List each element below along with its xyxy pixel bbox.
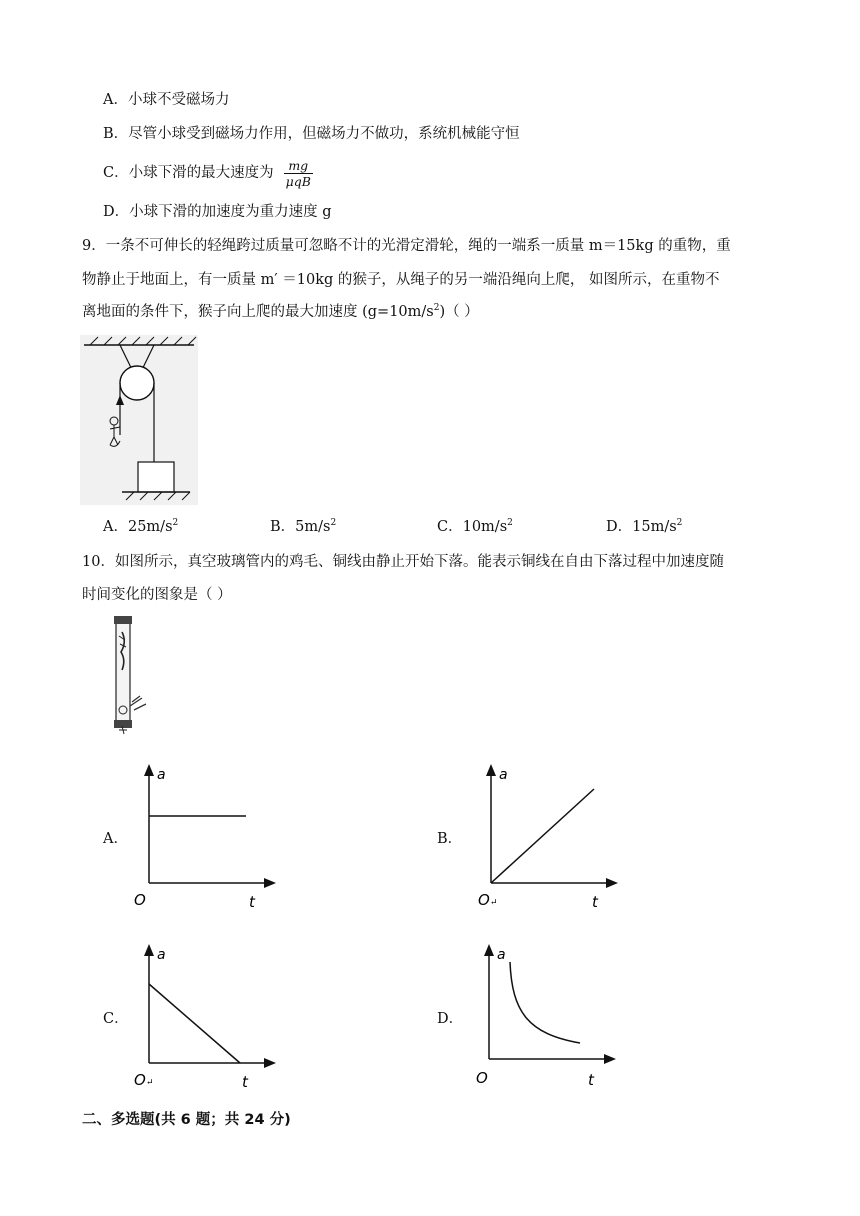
q8-option-c — [103, 156, 313, 190]
option-label: B． — [103, 126, 129, 142]
fraction-denominator: μqB — [285, 173, 311, 189]
q10-stem-line1: 10．如图所示，真空玻璃管内的鸡毛、铜线由静止开始下落。能表示铜线在自由下落过程中加速度随 — [82, 554, 724, 570]
section-title: 二、多选题(共 6 题；共 24 分) — [82, 1112, 291, 1128]
q8-option-d — [103, 202, 332, 222]
option-value: 25m/s — [127, 519, 173, 535]
option-text: 小球下滑的最大速度为 — [128, 165, 274, 181]
return-mark: ↵ — [490, 898, 498, 908]
axis-x-label: t — [592, 893, 598, 911]
option-text: 小球不受磁场力 — [127, 92, 230, 108]
axis-y-label: a — [157, 767, 166, 783]
axis-y-label: a — [157, 947, 166, 963]
option-label: C． — [103, 165, 129, 181]
option-label: D． — [103, 204, 130, 220]
option-text: 尽管小球受到磁场力作用，但磁场力不做功，系统机械能守恒 — [128, 126, 520, 142]
graph-a — [128, 762, 278, 910]
axis-y-label: a — [497, 947, 506, 963]
option-label: D． — [606, 519, 633, 535]
q9-option-b — [270, 517, 336, 537]
q9-stem-line2: 物静止于地面上，有一质量 m′ ＝10kg 的猴子，从绳子的另一端沿绳向上爬， 如图所示，在重物不 — [82, 272, 720, 288]
vacuum-tube-figure — [102, 614, 152, 736]
q8-option-a — [103, 90, 229, 110]
superscript: 2 — [507, 518, 513, 529]
q9-option-d — [606, 517, 682, 537]
superscript: 2 — [676, 518, 683, 529]
axis-x-label: t — [242, 1073, 248, 1091]
fraction-numerator: mg — [288, 157, 309, 173]
q10-option-d-label: D． — [437, 1011, 464, 1027]
option-label: A． — [103, 92, 128, 108]
option-text: 小球下滑的加速度为重力速度 g — [129, 204, 332, 220]
fraction — [284, 158, 313, 189]
origin-label: O — [476, 1069, 488, 1087]
q9-option-c — [437, 517, 513, 537]
graph-c — [128, 942, 278, 1090]
origin-label: O — [134, 1071, 146, 1089]
q10-option-c-label: C． — [103, 1011, 129, 1027]
superscript: 2 — [330, 518, 337, 529]
option-value: 15m/s — [632, 519, 677, 535]
stem-text: )（ ） — [439, 304, 479, 320]
axis-x-label: t — [588, 1071, 594, 1089]
q10-option-a-label: A． — [103, 831, 128, 847]
axis-y-label: a — [499, 767, 508, 783]
return-mark: ↵ — [146, 1078, 154, 1088]
q9-stem-line1: 9．一条不可伸长的轻绳跨过质量可忽略不计的光滑定滑轮，绳的一端系一质量 m＝15kg 的重物，重 — [82, 238, 731, 254]
graph-d — [468, 942, 618, 1090]
q8-option-b — [103, 124, 520, 144]
option-label: A． — [103, 519, 128, 535]
axis-x-label: t — [249, 893, 255, 911]
q10-stem-line2: 时间变化的图象是（ ） — [82, 587, 232, 603]
option-label: B． — [270, 519, 296, 535]
option-value: 10m/s — [462, 519, 508, 535]
origin-label: O — [478, 891, 490, 909]
q10-option-b-label: B． — [437, 831, 463, 847]
graph-b — [470, 762, 620, 910]
pulley-monkey-figure — [80, 335, 198, 505]
q9-stem-line3 — [82, 302, 479, 322]
option-value: 5m/s — [295, 519, 331, 535]
option-label: C． — [437, 519, 463, 535]
superscript: 2 — [433, 303, 440, 314]
origin-label: O — [134, 891, 146, 909]
superscript: 2 — [172, 518, 179, 529]
stem-text: 离地面的条件下，猴子向上爬的最大加速度 (g=10m/s — [82, 304, 434, 320]
q9-option-a — [103, 517, 178, 537]
